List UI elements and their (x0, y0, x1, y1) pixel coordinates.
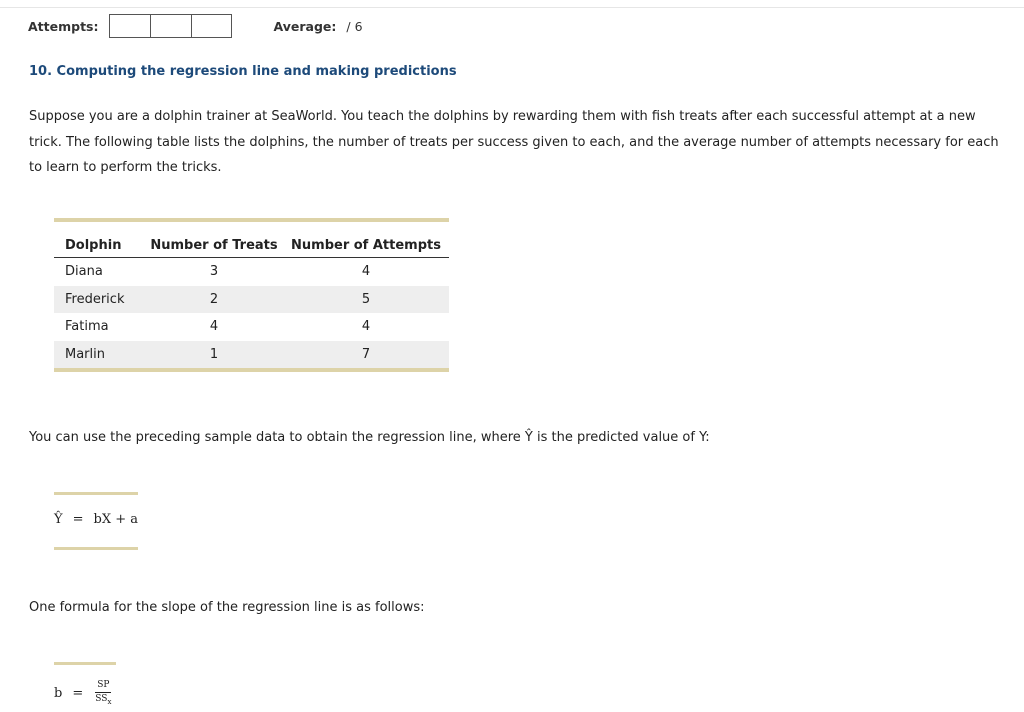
table-row (54, 313, 449, 341)
attempt-box-2 (150, 14, 191, 38)
average-value: / 6 (346, 18, 363, 34)
question-title: 10. Computing the regression line and making predictions (29, 64, 457, 79)
average (274, 19, 363, 34)
slope-numerator: SP (95, 681, 111, 693)
cell-dolphin: Frederick (54, 286, 145, 314)
average-label: Average: (273, 18, 337, 34)
regression-formula (54, 512, 138, 527)
slope-bar-top (54, 662, 116, 665)
cell-treats: 4 (209, 319, 219, 335)
dolphin-table (54, 218, 449, 372)
col-header-dolphin: Dolphin (54, 222, 145, 258)
table-row (54, 286, 449, 314)
attempt-box-3 (191, 14, 232, 38)
cell-treats: 3 (209, 264, 219, 280)
cell-attempts: 5 (283, 286, 449, 314)
slope-denominator-wrap (95, 693, 111, 706)
table-row (54, 258, 449, 286)
col-header-attempts: Number of Attempts (283, 222, 449, 258)
attempts-header (28, 12, 363, 40)
slope-formula (54, 681, 111, 706)
formula-bar-top (54, 492, 138, 495)
cell-attempts: 4 (361, 319, 371, 335)
formula-equals: = (72, 512, 84, 527)
regression-sentence: You can use the preceding sample data to obtain the regression line, where Ŷ is the predicted value of Y: (29, 430, 710, 445)
cell-dolphin: Marlin (54, 341, 145, 369)
cell-attempts: 7 (283, 341, 449, 369)
question-intro: Suppose you are a dolphin trainer at SeaWorld. You teach the dolphins by rewarding them with fish treats after each successful attempt at a new trick. The following table lists the dolphins, the number of treats per success given to each, and the average number of attempts necessary for each to learn to perform the tricks. (29, 109, 999, 175)
slope-fraction (95, 681, 111, 706)
table-header-row (54, 222, 449, 258)
attempts-label: Attempts: (28, 18, 99, 34)
formula-bar-bottom (54, 547, 138, 550)
attempt-boxes (109, 14, 232, 38)
table-row (54, 341, 449, 369)
cell-dolphin: Diana (65, 264, 103, 280)
formula-rhs: bX + a (93, 512, 138, 527)
slope-denominator-subscript: x (107, 697, 112, 706)
slope-sentence: One formula for the slope of the regression line is as follows: (29, 600, 425, 615)
cell-dolphin: Fatima (65, 319, 109, 335)
cell-attempts: 4 (361, 264, 371, 280)
formula-lhs: Ŷ (54, 512, 63, 527)
cell-treats: 2 (145, 286, 283, 314)
slope-equals: = (72, 685, 84, 701)
col-header-treats: Number of Treats (145, 222, 283, 258)
cell-treats: 1 (145, 341, 283, 369)
slope-denominator: SS (95, 694, 108, 704)
top-divider (0, 7, 1024, 8)
attempt-box-1 (109, 14, 150, 38)
slope-lhs: b (54, 685, 63, 701)
